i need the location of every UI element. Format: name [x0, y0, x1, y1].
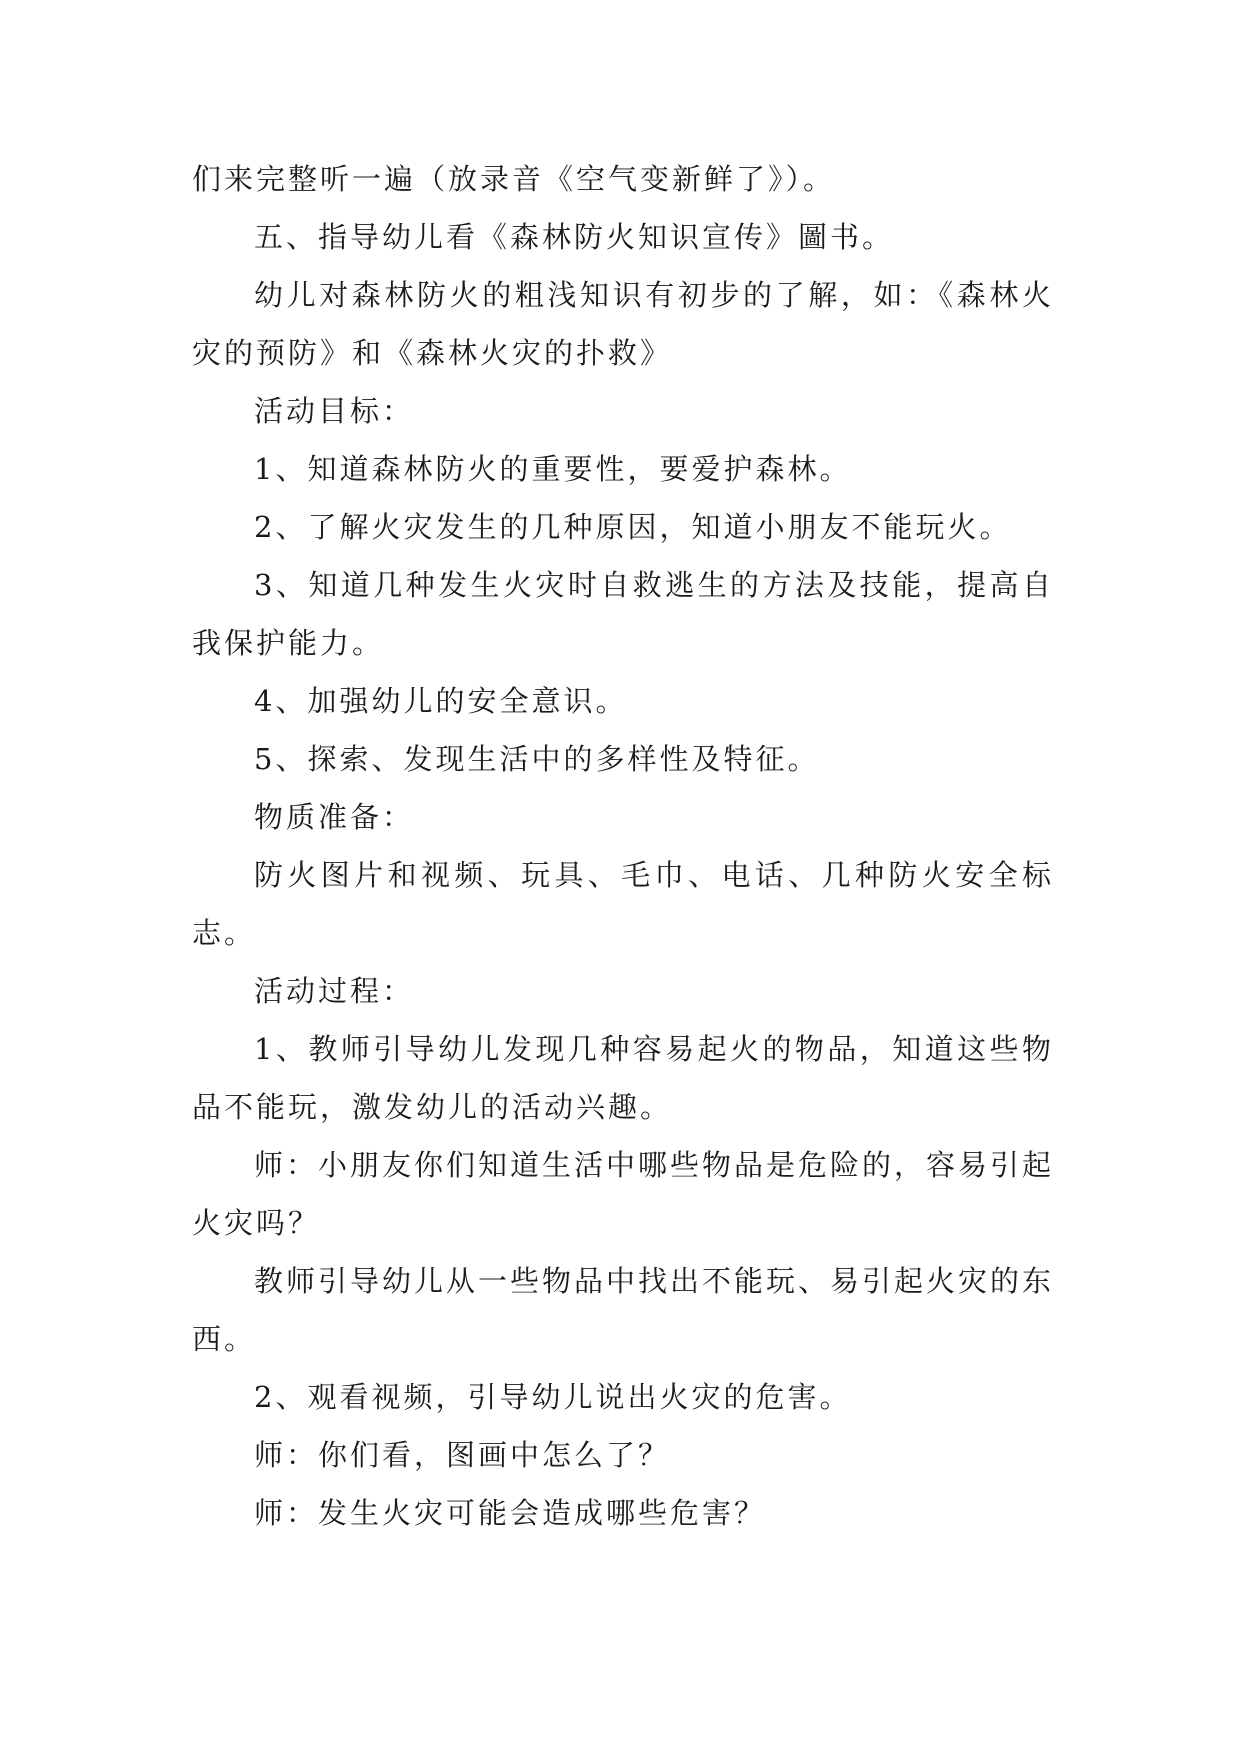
- teacher-question-2: 师：你们看，图画中怎么了？: [254, 1438, 671, 1472]
- teacher-question-3: 师：发生火灾可能会造成哪些危害？: [254, 1496, 767, 1530]
- goal-item-3: 3、知道几种发生火灾时自救逃生的方法及技能，提高自我保护能力。: [192, 568, 1054, 660]
- goal-item-1: 1、知道森林防火的重要性，要爱护森林。: [254, 452, 852, 486]
- heading-activity-process: 活动过程：: [254, 974, 415, 1008]
- paragraph-continuation: 们来完整听一遍（放录音《空气变新鲜了》）。: [192, 162, 836, 196]
- document-body: [192, 150, 1054, 1542]
- paragraph-fire-knowledge: 幼儿对森林防火的粗浅知识有初步的了解，如：《森林火灾的预防》和《森林火灾的扑救》: [192, 278, 1054, 370]
- heading-material-preparation: 物质准备：: [254, 800, 415, 834]
- goal-item-4: 4、加强幼儿的安全意识。: [254, 684, 628, 718]
- material-list: 防火图片和视频、玩具、毛巾、电话、几种防火安全标志。: [192, 858, 1054, 950]
- goal-item-2: 2、了解火灾发生的几种原因，知道小朋友不能玩火。: [254, 510, 1012, 544]
- process-step-2: 2、观看视频，引导幼儿说出火灾的危害。: [254, 1380, 852, 1414]
- goal-item-5: 5、探索、发现生活中的多样性及特征。: [254, 742, 820, 776]
- heading-activity-goals: 活动目标：: [254, 394, 415, 428]
- teacher-guidance: 教师引导幼儿从一些物品中找出不能玩、易引起火灾的东西。: [192, 1264, 1055, 1356]
- teacher-question-1: 师：小朋友你们知道生活中哪些物品是危险的，容易引起火灾吗？: [192, 1148, 1055, 1240]
- paragraph-section-five: 五、指导幼儿看《森林防火知识宣传》圖书。: [254, 220, 895, 254]
- process-step-1: 1、教师引导幼儿发现几种容易起火的物品，知道这些物品不能玩，激发幼儿的活动兴趣。: [192, 1032, 1054, 1124]
